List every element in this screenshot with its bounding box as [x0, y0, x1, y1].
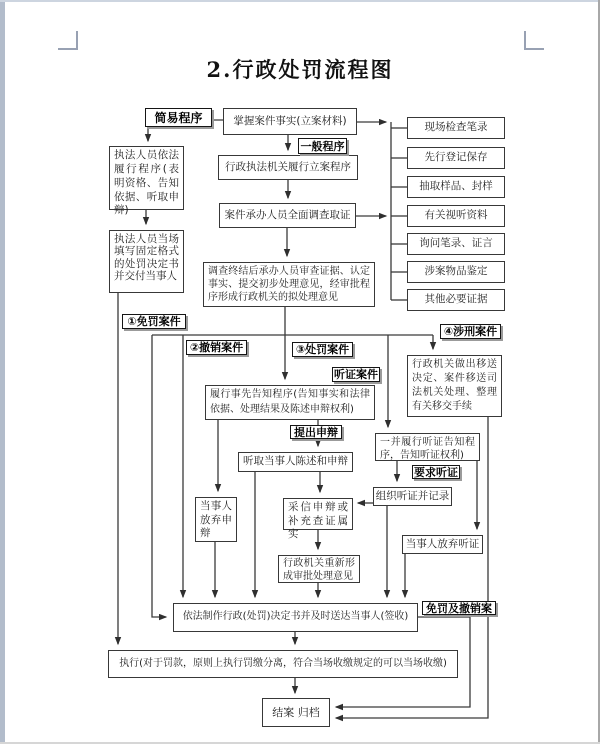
- evidence-box-site-record: 现场检查笔录: [407, 117, 505, 139]
- node-perform-procedure: 执法人员依法履行程序(表明资格、告知依据、听取申辩): [109, 146, 184, 210]
- node-transfer-judicial: 行政机关做出移送决定、案件移送司法机关处理、整理有关移交手续: [407, 355, 502, 417]
- node-listen-defense: 听取当事人陈述和申辩: [238, 452, 353, 472]
- tag-punish-case: ③处罚案件: [292, 342, 353, 357]
- tag-exempt-revoke-case: 免罚及撤销案: [422, 601, 496, 615]
- node-decision-doc: 依法制作行政(处罚)决定书并及时送达当事人(签收): [173, 603, 418, 632]
- tag-revoke-case: ②撤销案件: [186, 340, 247, 355]
- node-reform-opinion: 行政机关重新形成审批处理意见: [278, 555, 360, 583]
- tag-hearing-case: 听证案件: [334, 368, 378, 381]
- node-adopt-defense: 采信申辩或补充查证属实: [283, 498, 353, 530]
- page-title: 2.行政处罚流程图: [206, 57, 394, 82]
- evidence-box-register-keep: 先行登记保存: [407, 147, 505, 169]
- node-prior-notice: 履行事先告知程序(告知事实和法律依据、处理结果及陈述申辩权利): [205, 385, 375, 420]
- node-waive-defense: 当事人放弃申辩: [195, 497, 237, 542]
- node-investigate: 案件承办人员全面调查取证: [219, 203, 356, 228]
- evidence-box-item-appraisal: 涉案物品鉴定: [407, 261, 505, 283]
- evidence-box-inquiry-testimony: 询问笔录、证言: [407, 233, 505, 255]
- node-execute: 执行(对于罚款，原则上执行罚缴分离，符合当场收缴规定的可以当场收缴): [108, 650, 458, 678]
- node-file-case: 行政执法机关履行立案程序: [218, 155, 358, 180]
- node-organize-hearing: 组织听证并记录: [373, 487, 452, 506]
- evidence-box-av-material: 有关视听资料: [407, 205, 505, 227]
- node-waive-hearing: 当事人放弃听证: [402, 535, 483, 554]
- node-grasp-facts: 掌握案件事实(立案材料): [223, 108, 357, 135]
- tag-request-hearing: 要求听证: [414, 465, 458, 479]
- node-onsite-decision: 执法人员当场填写固定格式的处罚决定书并交付当事人: [109, 230, 184, 293]
- tag-raise-defense: 提出申辩: [290, 425, 342, 439]
- evidence-box-other-evidence: 其他必要证据: [407, 289, 505, 311]
- tag-criminal-case: ④涉刑案件: [440, 324, 501, 339]
- tag-simple-procedure: 简易程序: [145, 108, 212, 127]
- tag-exempt-case: ①免罚案件: [122, 314, 186, 329]
- node-close-case: 结案 归档: [262, 698, 330, 727]
- node-hearing-notice: 一并履行听证告知程序，告知听证权利): [375, 433, 480, 461]
- tag-general-procedure: 一般程序: [298, 138, 347, 154]
- node-draft-opinion: 调查终结后承办人员审查证据、认定事实、提交初步处理意见，经审批程序形成行政机关的拟处理意见: [203, 262, 375, 307]
- evidence-box-sampling: 抽取样品、封样: [407, 176, 505, 198]
